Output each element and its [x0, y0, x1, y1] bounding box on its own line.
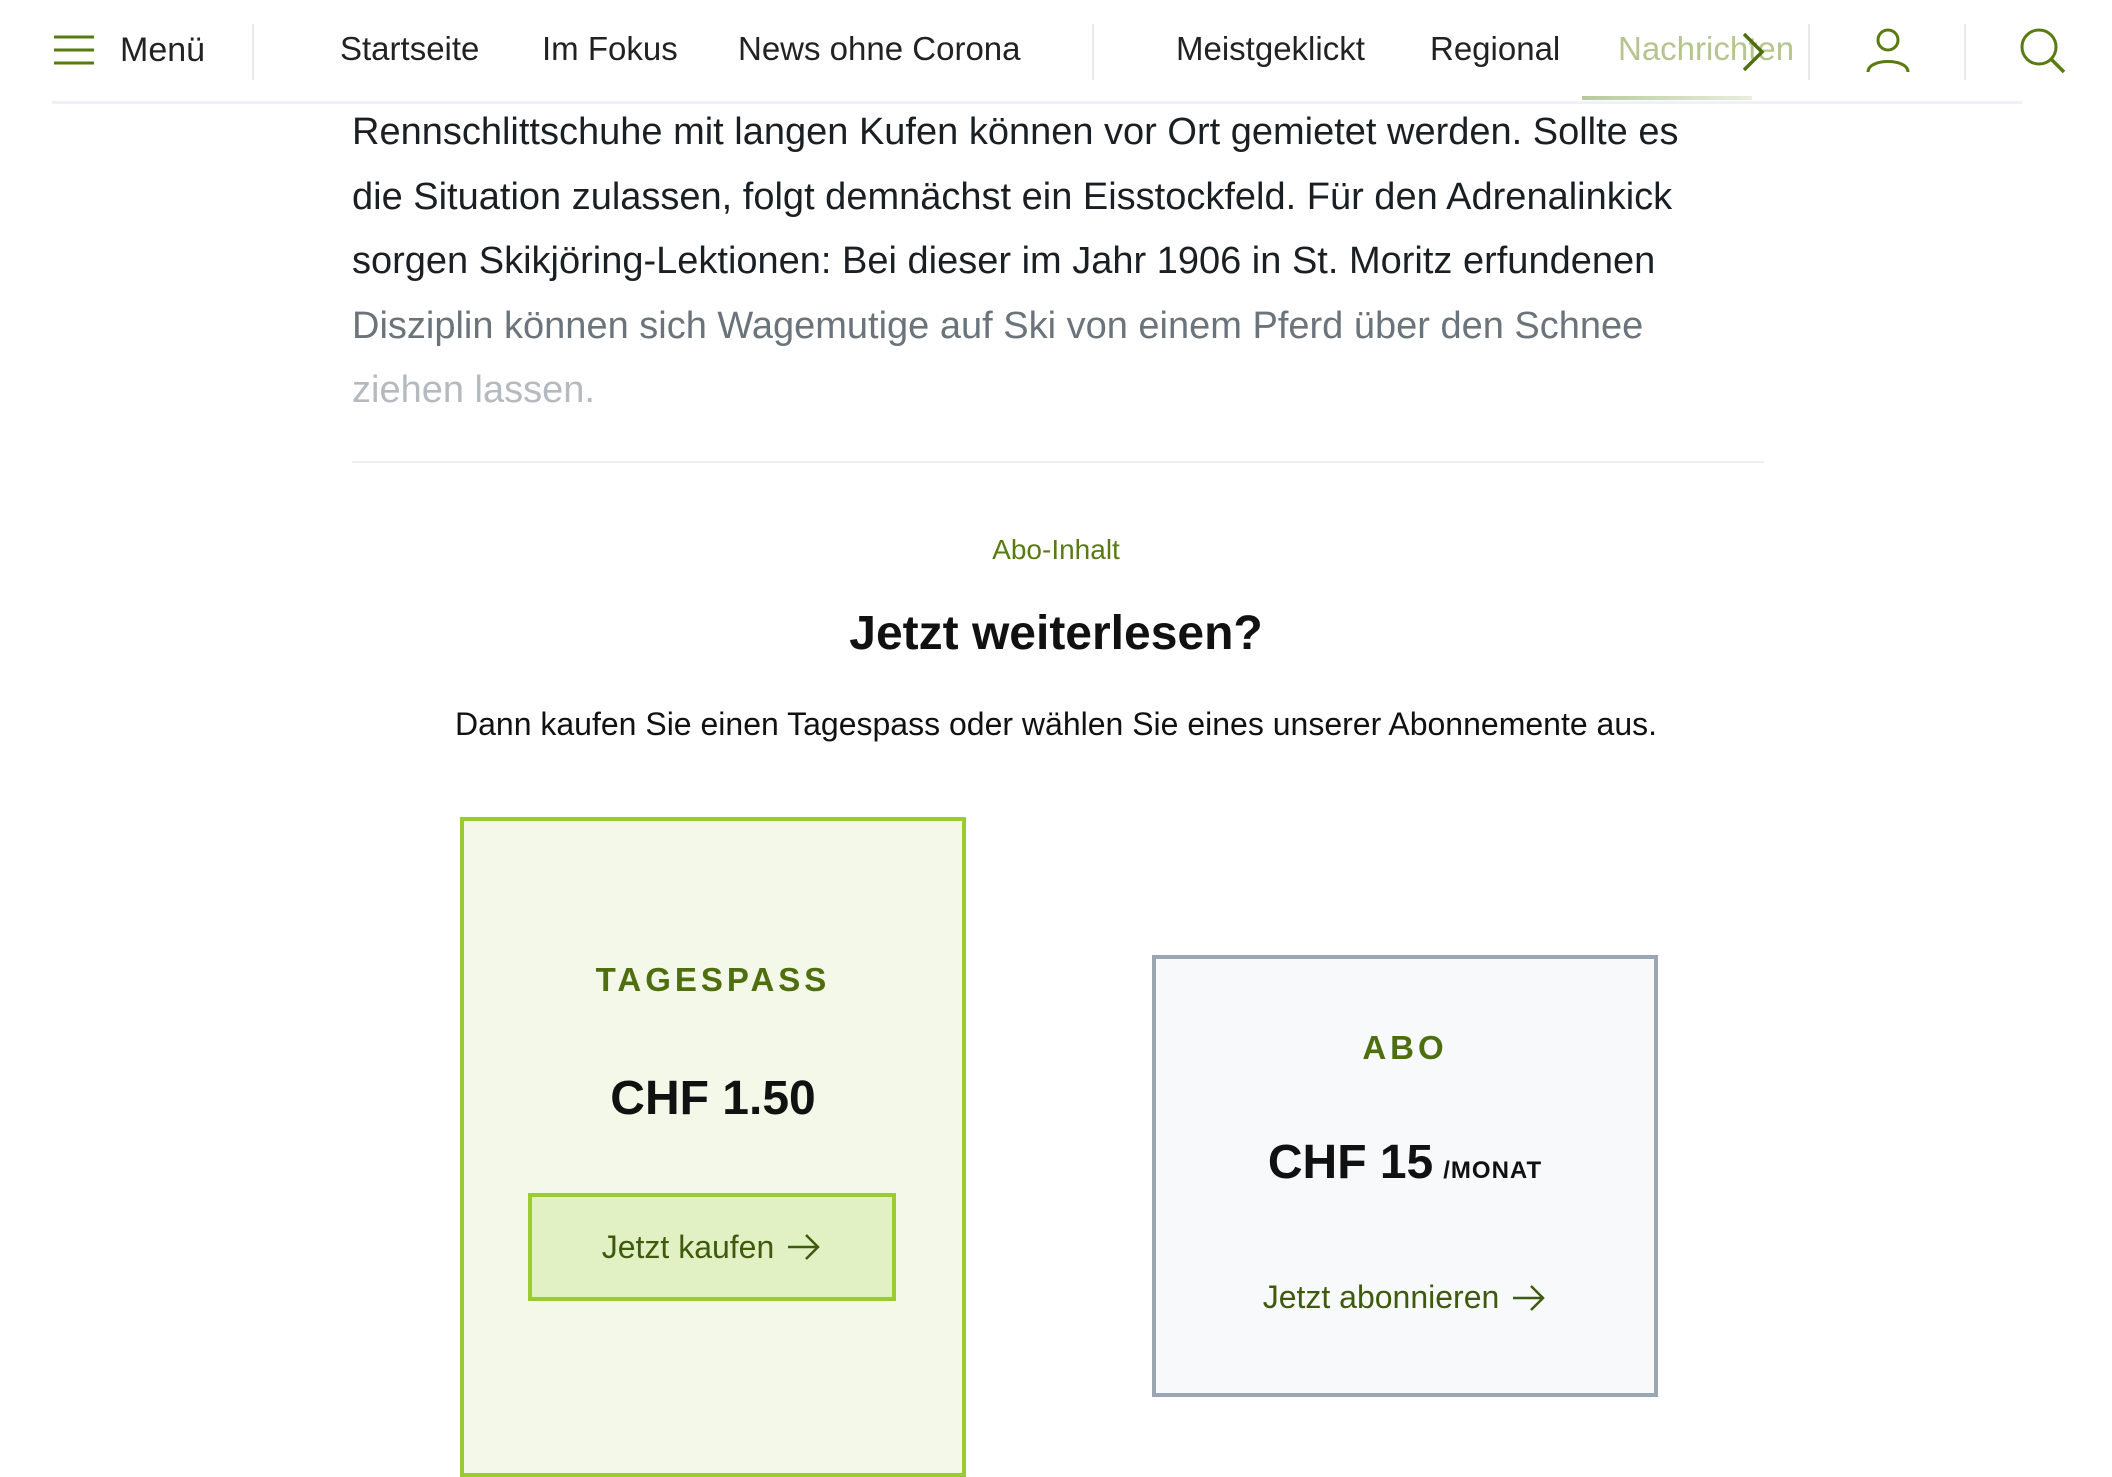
offer-name: ABO: [1362, 1029, 1448, 1066]
offer-price: [1156, 1135, 1654, 1190]
section-divider: [352, 461, 1764, 463]
offer-price-unit: /MONAT: [1443, 1157, 1543, 1184]
user-icon[interactable]: [1864, 26, 1912, 81]
abo-content-tag: Abo-Inhalt: [992, 534, 1120, 565]
offer-name: TAGESPASS: [595, 961, 831, 998]
nav-link-im-fokus[interactable]: Im Fokus: [542, 30, 678, 67]
nav-link-news-ohne-corona[interactable]: News ohne Corona: [738, 30, 1021, 67]
menu-button[interactable]: [52, 22, 205, 78]
paywall-title: Jetzt weiterlesen?: [849, 607, 1263, 660]
subscribe-link[interactable]: [1156, 1279, 1654, 1316]
offer-card-abo: [1152, 955, 1658, 1397]
nav-divider: [1964, 24, 1966, 80]
nav-divider: [252, 24, 254, 80]
article-body: [352, 100, 1772, 423]
hamburger-icon: [52, 34, 96, 66]
offer-price: [464, 1071, 962, 1126]
article-line: sorgen Skikjöring-Lektionen: Bei dieser im Jahr 1906 in St. Moritz erfundenen: [352, 240, 1656, 282]
buy-now-button[interactable]: [528, 1193, 896, 1301]
offer-card-tagespass: [460, 817, 966, 1477]
offer-price-value: CHF 15: [1267, 1136, 1434, 1189]
paywall-subtitle: Dann kaufen Sie einen Tagespass oder wählen Sie eines unserer Abonnemente aus.: [454, 706, 1657, 742]
chevron-right-icon[interactable]: [1738, 28, 1768, 81]
buy-now-label: Jetzt kaufen: [601, 1228, 775, 1265]
arrow-right-icon: [786, 1232, 822, 1262]
offer-price-value: CHF 1.50: [610, 1072, 816, 1125]
nav-link-regional[interactable]: Regional: [1430, 30, 1561, 67]
article-line: Disziplin können sich Wagemutige auf Ski von einem Pferd über den Schnee: [352, 304, 1644, 347]
search-icon[interactable]: [2018, 26, 2068, 81]
nav-link-startseite[interactable]: Startseite: [340, 30, 480, 67]
nav-link-meistgeklickt[interactable]: Meistgeklickt: [1176, 30, 1365, 67]
article-line: die Situation zulassen, folgt demnächst ein Eisstockfeld. Für den Adrenalinkick: [352, 175, 1673, 218]
menu-label: Menü: [120, 30, 206, 69]
article-line: Rennschlittschuhe mit langen Kufen können vor Ort gemietet werden. Sollte es: [352, 111, 1679, 153]
arrow-right-icon: [1511, 1283, 1547, 1313]
top-navigation: [52, 0, 2022, 104]
subscribe-label: Jetzt abonnieren: [1262, 1279, 1500, 1315]
article-line: ziehen lassen.: [352, 369, 595, 411]
nav-divider: [1092, 24, 1094, 80]
nav-divider: [1808, 24, 1810, 80]
nav-link-nachrichten[interactable]: Nachrichten: [1618, 30, 1795, 67]
